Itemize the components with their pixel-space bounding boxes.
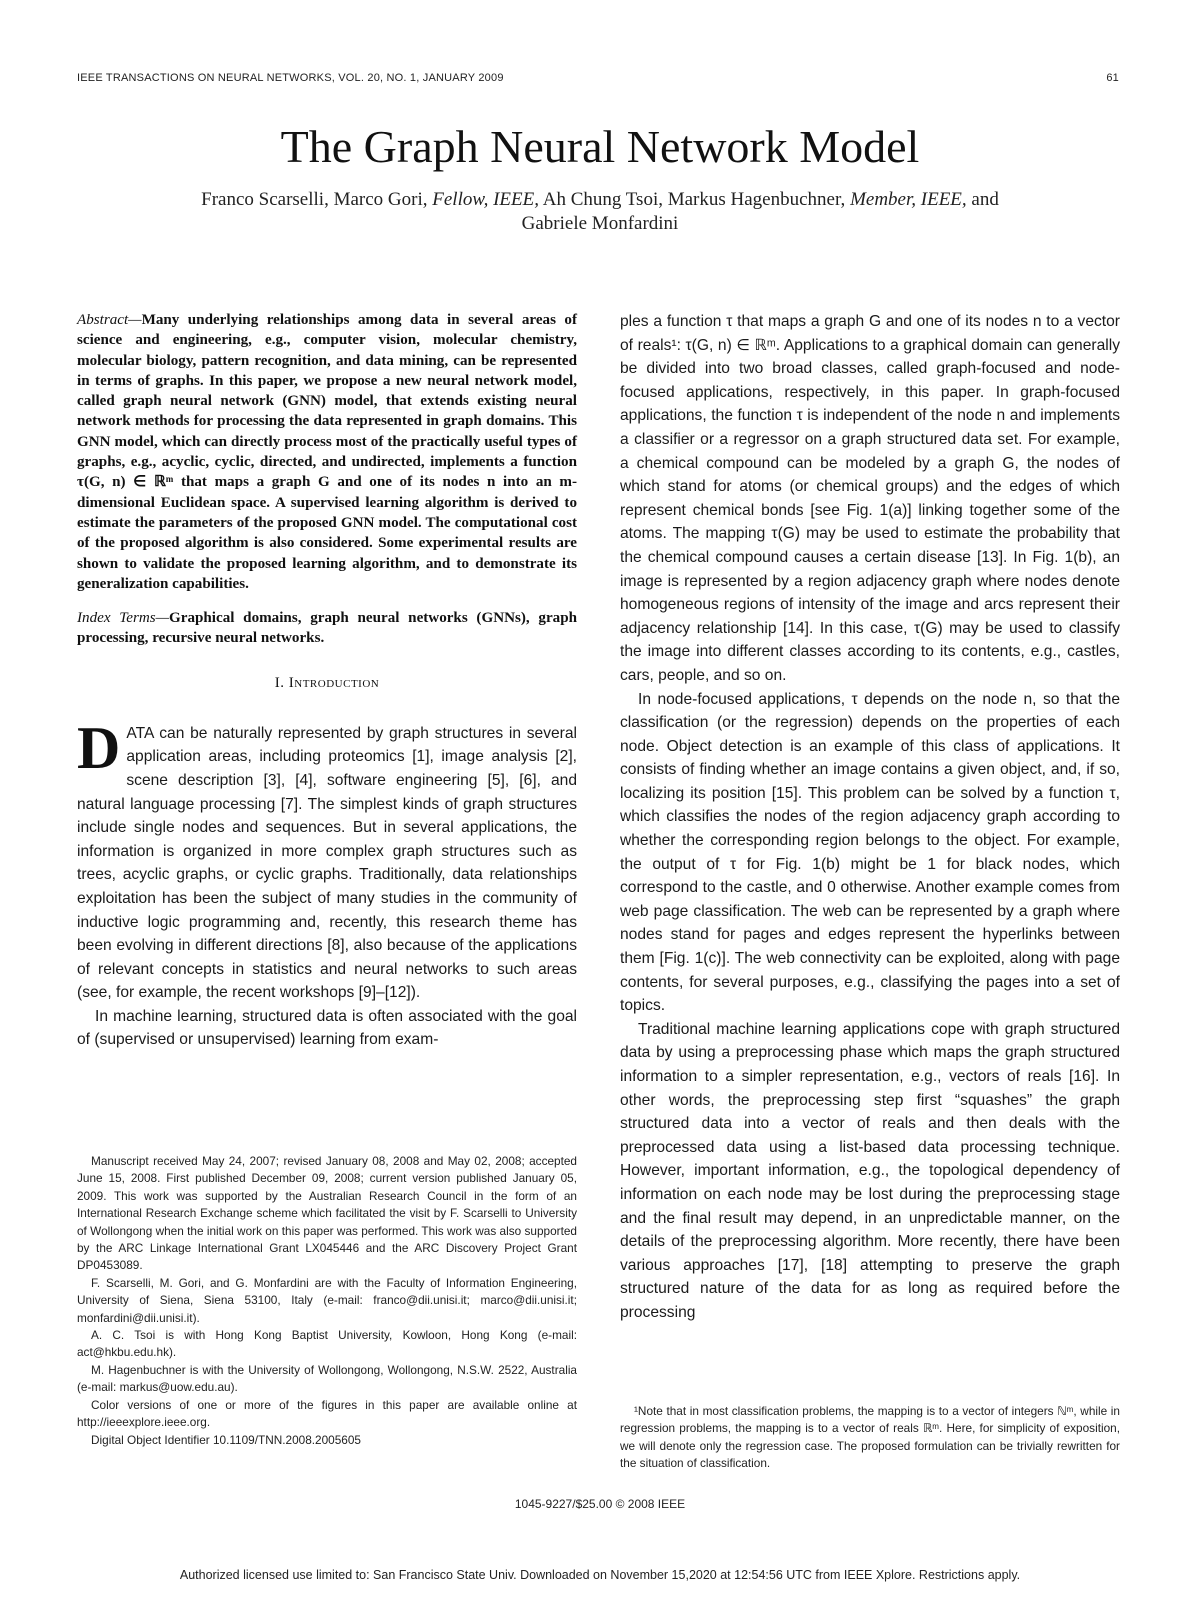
author-4-title: Member, IEEE, (850, 189, 967, 210)
right-paragraph-3: Traditional machine learning applications cope with graph structured data by using a preprocessing phase which maps the graph structured information to a simpler representation, e.g., vectors of reals [16]. In other words, the preprocessing step first “squashes” the graph structured data into a vector of reals and then deals with the preprocessed data using a list-based data processing technique. However, important information, e.g., the topological dependency of information on each node may be lost during the preprocessing stage and the final result may depend, in an unpredictable manner, on the details of the preprocessing algorithm. More recently, there have been various approaches [17], [18] attempting to preserve the graph structured nature of the data for as long as required before the processing (620, 1020, 1120, 1321)
index-terms-lead: Index Terms— (77, 610, 170, 627)
section-heading-introduction: I. Introduction (274, 674, 380, 691)
footnote-color-versions: Color versions of one or more of the figures in this paper are available online at http://ieeexplore.ieee.org. (77, 1397, 577, 1430)
right-paragraph-1: ples a function τ that maps a graph G and one of its nodes n to a vector of reals¹: τ(G, n) ∈ ℝᵐ. Applications to a graphical domain can generally be divided into two broad classes, called graph-focused and node-focused applications, respectively, in this paper. In graph-focused applications, the function τ is independent of the node n and implements a classifier or a regressor on a graph structured data set. For example, a chemical compound can be modeled by a graph G, the nodes of which stand for atoms (or chemical groups) and the edges of which represent chemical bonds [see Fig. 1(a)] linking together some of the atoms. The mapping τ(G) may be used to estimate the probability that the chemical compound causes a certain disease [13]. In Fig. 1(b), an image is represented by a region adjacency graph where nodes denote homogeneous regions of intensity of the image and arcs represent their adjacency relationship [14]. In this case, τ(G) may be used to classify the image into different classes according to its contents, e.g., castles, cars, people, and so on. (620, 313, 1120, 684)
author-1: Franco Scarselli, (201, 189, 329, 210)
author-4: Markus Hagenbuchner, (667, 189, 846, 210)
footnote-affiliation-hkbu: A. C. Tsoi is with Hong Kong Baptist University, Kowloon, Hong Kong (e-mail: act@hkbu.edu.hk). (77, 1328, 577, 1360)
right-column (620, 310, 1120, 1325)
running-header (77, 72, 1119, 84)
index-terms (77, 608, 577, 649)
intro-paragraph-2: In machine learning, structured data is often associated with the goal of (supervised or unsupervised) learning from exam- (77, 1007, 577, 1049)
author-3: Ah Chung Tsoi, (542, 189, 663, 210)
copyright-line: 1045-9227/$25.00 © 2008 IEEE (514, 1497, 686, 1511)
left-column (77, 310, 577, 1052)
author-5: Gabriele Monfardini (521, 213, 679, 234)
paper-title: The Graph Neural Network Model (280, 121, 920, 172)
index-terms-text: Graphical domains, graph neural networks (GNNs), graph processing, recursive neural networks. (77, 610, 577, 647)
intro-paragraph-1-text: ATA can be naturally represented by graph structures in several application areas, including proteomics [1], image analysis [2], scene description [3], [4], software engineering [5], [6], and natural language processing [7]. The simplest kinds of graph structures include single nodes and sequences. But in several applications, the information is organized in more complex graph structures such as trees, acyclic graphs, or cyclic graphs. Traditionally, data relationships exploitation has been the subject of many studies in the community of inductive logic programming and, recently, this research theme has been evolving in different directions [8], also because of the applications of relevant concepts in statistics and neural networks to such areas (see, for example, the recent workshops [9]–[12]). (77, 724, 577, 1002)
page-number: 61 (1106, 72, 1119, 84)
footnote-affiliation-siena: F. Scarselli, M. Gori, and G. Monfardini are with the Faculty of Information Engineering, University of Siena, Siena 53100, Italy (e-mail: franco@dii.unisi.it; marco@dii.unisi.it; monfardini@dii.unisi.it). (77, 1275, 577, 1325)
license-notice: Authorized licensed use limited to: San Francisco State Univ. Downloaded on November 15,2020 at 12:54:56 UTC from IEEE Xplore. Restrictions apply. (179, 1568, 1021, 1582)
abstract-lead: Abstract— (77, 312, 142, 328)
journal-name: IEEE TRANSACTIONS ON NEURAL NETWORKS, VOL. 20, NO. 1, JANUARY 2009 (77, 72, 504, 84)
right-paragraph-2: In node-focused applications, τ depends on the node n, so that the classification (or the regression) depends on the properties of each node. Object detection is an example of this class of applications. It consists of finding whether an image contains a given object, and, if so, localizing its position [15]. This problem can be solved by a function τ, which classifies the nodes of the region adjacency graph according to whether the corresponding region belongs to the object. For example, the output of τ for Fig. 1(b) might be 1 for black nodes, which correspond to the castle, and 0 otherwise. Another example comes from web page classification. The web can be represented by a graph where nodes stand for pages and edges represent the hyperlinks between them [Fig. 1(c)]. The web connectivity can be exploited, along with page contents, for several purposes, e.g., classifying the pages into a set of topics. (620, 690, 1120, 1015)
author-list (100, 188, 1100, 236)
author-2-title: Fellow, IEEE, (432, 189, 540, 210)
drop-cap: D (77, 714, 121, 781)
intro-paragraph-1 (77, 714, 577, 1005)
footnote-manuscript: Manuscript received May 24, 2007; revised January 08, 2008 and May 02, 2008; accepted June 15, 2008. First published December 09, 2008; current version published January 05, 2009. This work was supported by the Australian Research Council in the form of an International Research Exchange scheme which facilitated the visit by F. Scarselli to University of Wollongong when the initial work on this paper was performed. This work was also supported by the ARC Linkage International Grant LX045446 and the ARC Discovery Project Grant DP0453089. (77, 1154, 577, 1273)
footnote-1: ¹Note that in most classification problems, the mapping is to a vector of integers ℕᵐ, while in regression problems, the mapping is to a vector of reals ℝᵐ. Here, for simplicity of exposition, we will denote only the regression case. The proposed formulation can be trivially rewritten for the situation of classification. (620, 1404, 1120, 1471)
author-2: Marco Gori, (333, 189, 428, 210)
footnote-affiliation-wollongong: M. Hagenbuchner is with the University of Wollongong, Wollongong, N.S.W. 2522, Australia (e-mail: markus@uow.edu.au). (77, 1362, 577, 1395)
manuscript-footnotes (77, 1153, 577, 1449)
abstract (77, 310, 577, 594)
abstract-text: Many underlying relationships among data in several areas of science and engineering, e.g., computer vision, molecular chemistry, molecular biology, pattern recognition, and data mining, can be represented in terms of graphs. In this paper, we propose a new neural network model, called graph neural network (GNN) model, that extends existing neural network methods for processing the data represented in graph domains. This GNN model, which can directly process most of the practically useful types of graphs, e.g., acyclic, cyclic, directed, and undirected, implements a function τ(G, n) ∈ ℝᵐ that maps a graph G and one of its nodes n into an m-dimensional Euclidean space. A supervised learning algorithm is derived to estimate the parameters of the proposed GNN model. The computational cost of the proposed algorithm is also considered. Some experimental results are shown to validate the proposed learning algorithm, and to demonstrate its generalization capabilities. (77, 312, 577, 592)
footnote-doi: Digital Object Identifier 10.1109/TNN.2008.2005605 (91, 1432, 361, 1447)
author-conjunction: and (971, 189, 999, 210)
